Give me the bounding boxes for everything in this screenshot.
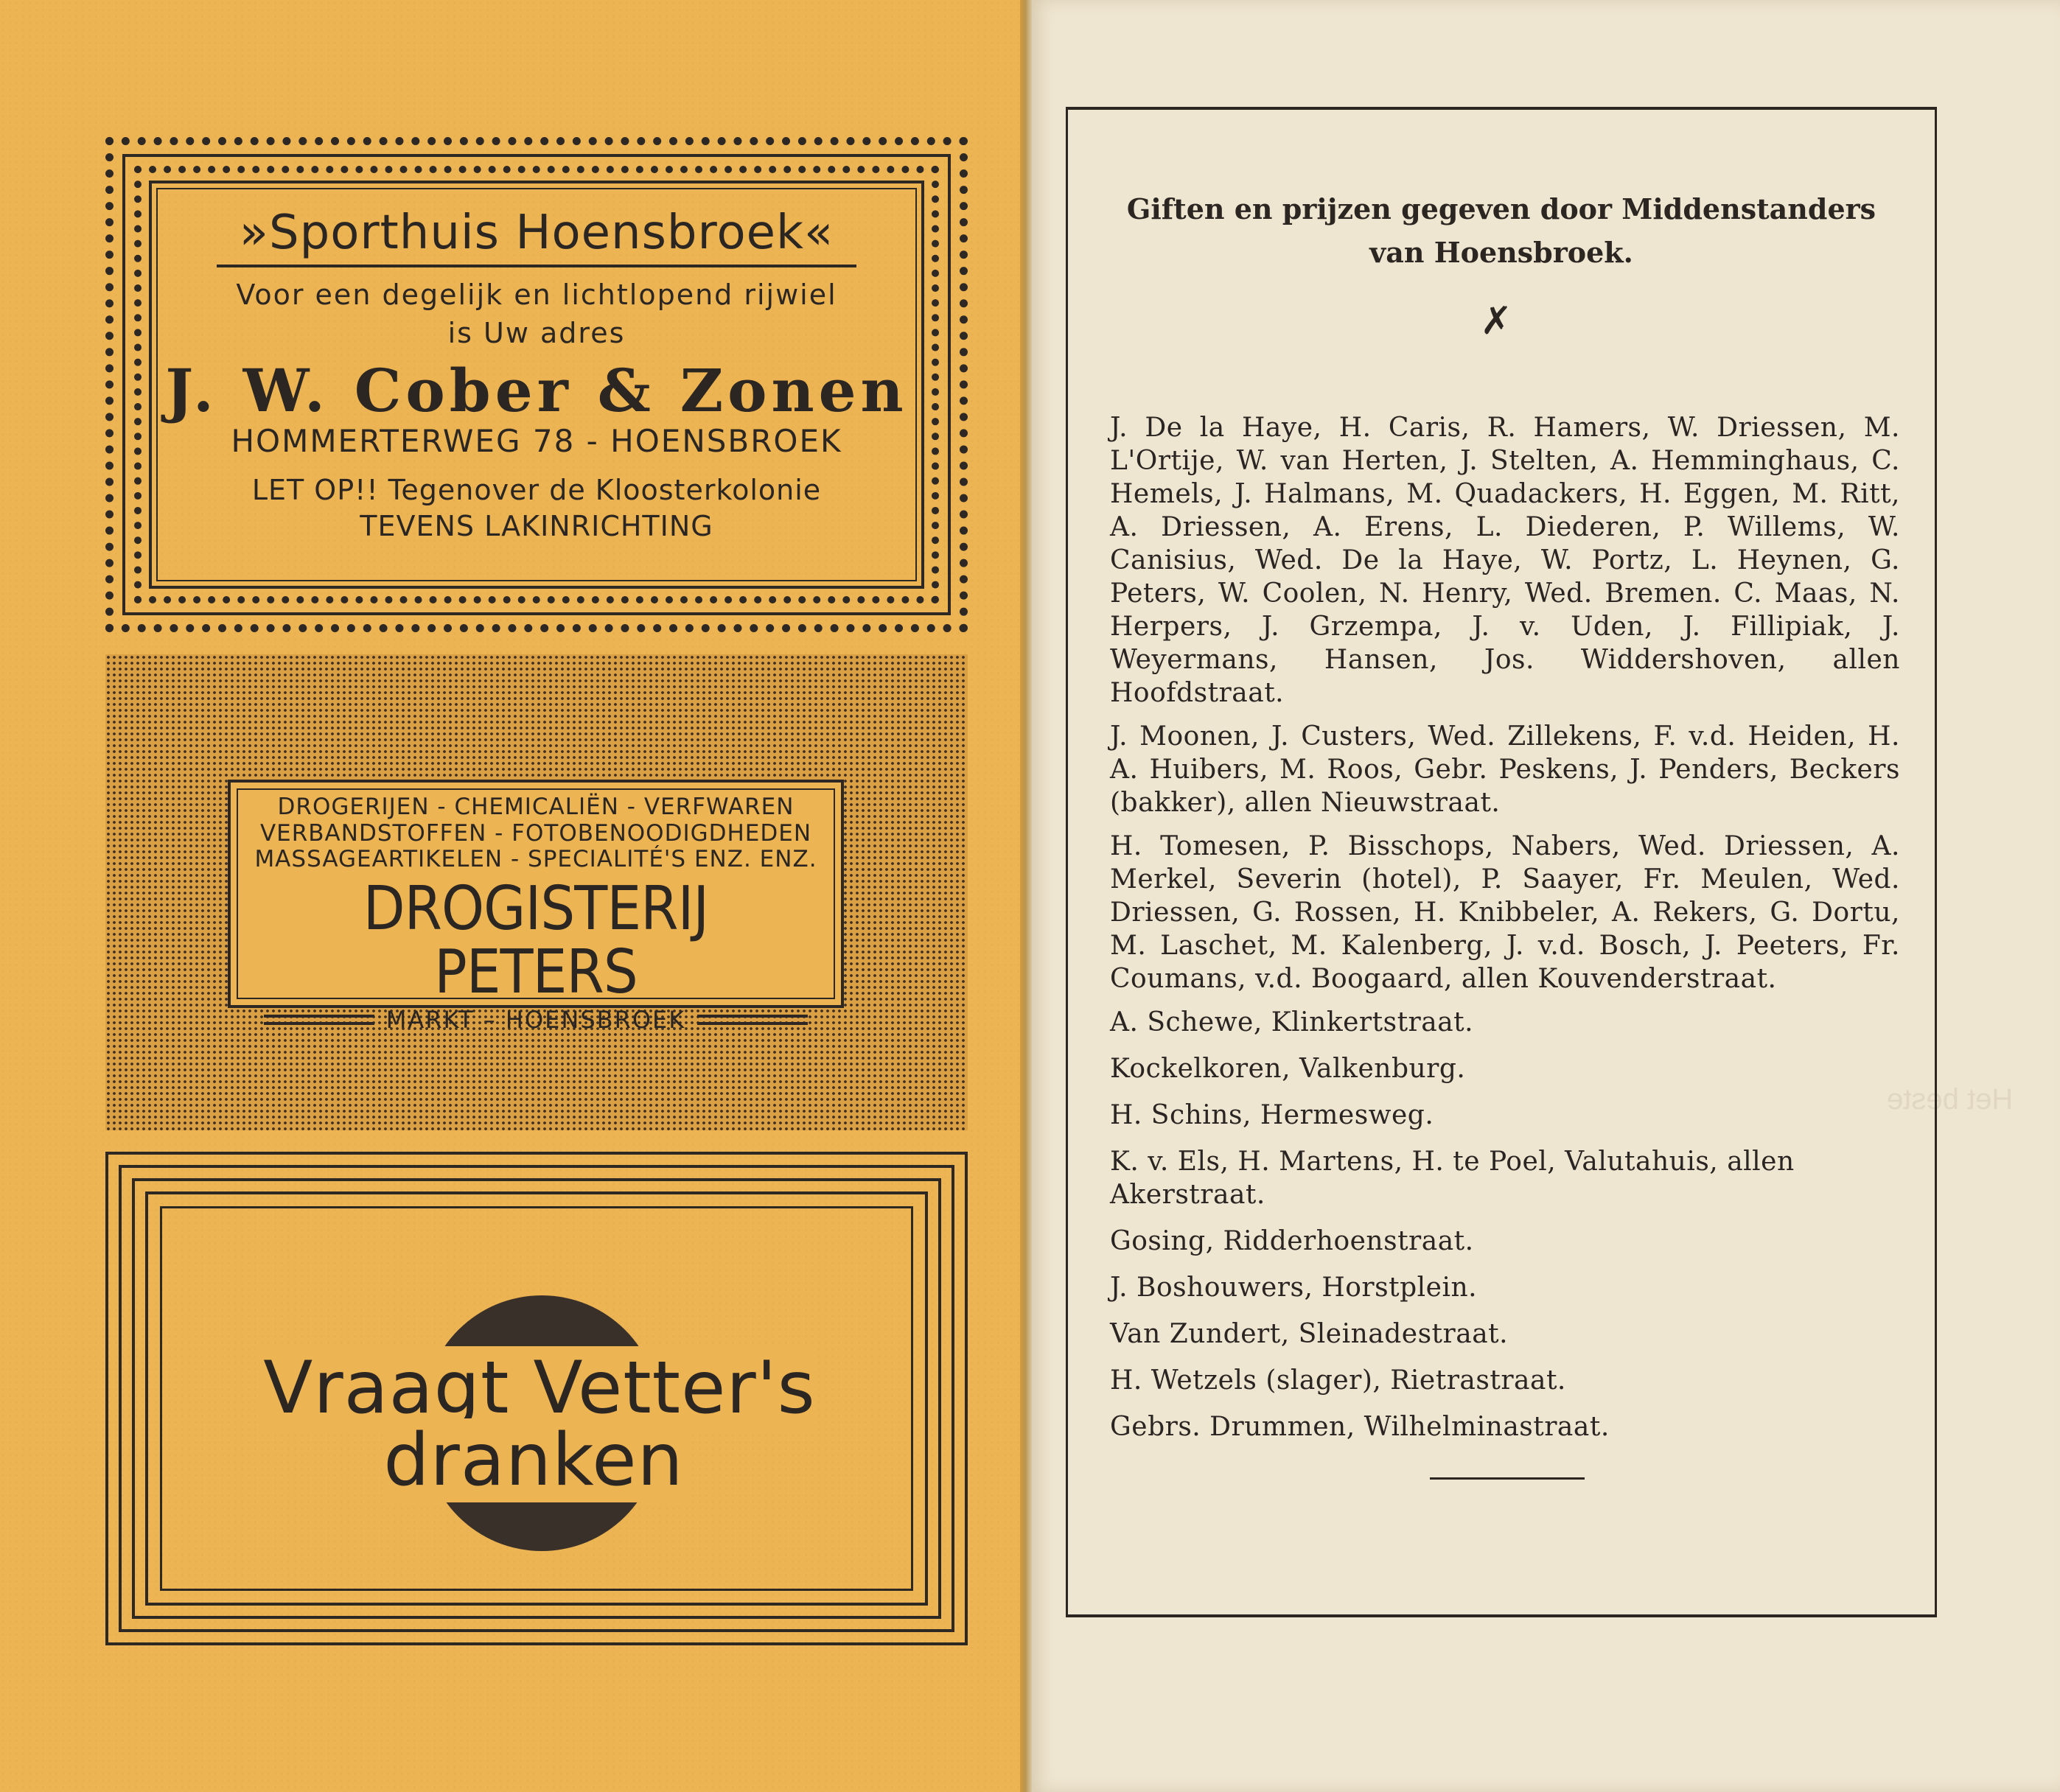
ad-box: [228, 780, 844, 1035]
donor-entry: A. Schewe, Klinkertstraat.: [1110, 1007, 1474, 1037]
ad-content: [165, 207, 908, 573]
double-rule: [264, 1015, 374, 1025]
book-gutter: [1020, 0, 1032, 1792]
donor-entry: K. v. Els, H. Martens, H. te Poel, Valutahuis, allen Akerstraat.: [1110, 1147, 1795, 1210]
title-underline: [217, 265, 856, 267]
donor-paragraph: H. Tomesen, P. Bisschops, Nabers, Wed. Driessen, A. Merkel, Severin (hotel), P. Saayer, Fr. Meulen, Wed. Driessen, G. Rossen, H. Knibbeler, A. Rekers, G. Dortu, M. Laschet, M. Kalenberg, J. v.d. Bosch, J. Peeters, Fr. Coumans, v.d. Boogaard, allen Kouvenderstraat.: [1110, 831, 1900, 994]
firm-address: HOMMERTERWEG 78 - HOENSBROEK: [231, 422, 842, 459]
donor-paragraph: J. Moonen, J. Custers, Wed. Zillekens, F. v.d. Heiden, H. A. Huibers, M. Roos, Gebr. Peskens, J. Penders, Beckers (bakker), allen Nieuwstraat.: [1110, 721, 1900, 818]
donor-entry: Kockelkoren, Valkenburg.: [1110, 1054, 1466, 1084]
page-heading: [1066, 188, 1937, 275]
shop-location-row: [231, 1006, 841, 1034]
ad-title: »Sporthuis Hoensbroek«: [239, 206, 834, 260]
shop-location: MARKT – HOENSBROEK: [385, 1006, 686, 1035]
donor-entry: J. Boshouwers, Horstplein.: [1110, 1273, 1478, 1303]
donor-list: [1110, 411, 1900, 1457]
heading-line: van Hoensbroek.: [1369, 235, 1633, 269]
ad-text: DROGERIJEN - CHEMICALIËN - VERFWAREN: [277, 794, 795, 820]
ad-text: is Uw adres: [447, 316, 626, 349]
heading-line: Giften en prijzen gegeven door Middenstanders: [1126, 192, 1876, 225]
ad-sporthuis-hoensbroek: [105, 137, 968, 632]
donor-entry: H. Wetzels (slager), Rietrastraat.: [1110, 1365, 1566, 1396]
donor-entry: Gosing, Ridderhoenstraat.: [1110, 1226, 1474, 1256]
ad-slogan: [105, 1346, 968, 1502]
donor-entry: Van Zundert, Sleinadestraat.: [1110, 1319, 1509, 1349]
ad-text: Voor een degelijk en lichtlopend rijwiel: [236, 279, 837, 312]
ornament-icon: ✗: [1480, 299, 1512, 343]
ad-text: MASSAGEARTIKELEN - SPECIALITÉ'S ENZ. ENZ.: [254, 846, 817, 873]
ad-extra: TEVENS LAKINRICHTING: [360, 509, 713, 542]
donor-paragraph: J. De la Haye, H. Caris, R. Hamers, W. Driessen, M. L'Ortije, W. van Herten, J. Stelten, A. Hemminghaus, C. Hemels, J. Halmans, M. Quadackers, H. Eggen, M. Ritt, A. Driessen, A. Erens, L. Diederen, P. Willems, W. Canisius, Wed. De la Haye, W. Portz, L. Heynen, G. Peters, W. Coolen, N. Henry, Wed. Bremen. C. Maas, N. Herpers, J. Grzempa, J. v. Uden, J. Fillipiak, J. Weyermans, Hansen, Jos. Widdershoven, allen Hoofdstraat.: [1110, 413, 1900, 708]
double-rule: [697, 1015, 808, 1025]
donor-entry: Gebrs. Drummen, Wilhelminastraat.: [1110, 1412, 1610, 1442]
ad-drogisterij-peters: [105, 654, 968, 1130]
closing-rule: [1430, 1477, 1585, 1480]
ad-notice: LET OP!! Tegenover de Kloosterkolonie: [251, 474, 822, 507]
donor-entry: H. Schins, Hermesweg.: [1110, 1100, 1434, 1130]
firm-name: J. W. Cober & Zonen: [165, 355, 908, 425]
ad-vetter-dranken: [105, 1152, 968, 1645]
shop-name: DROGISTERIJ PETERS: [363, 873, 709, 1008]
slogan-text: Vraagt Vetter's dranken: [257, 1346, 815, 1502]
show-through-text: Het beste: [1887, 1083, 2014, 1116]
ad-text: VERBANDSTOFFEN - FOTOBENOODIGDHEDEN: [259, 819, 812, 847]
